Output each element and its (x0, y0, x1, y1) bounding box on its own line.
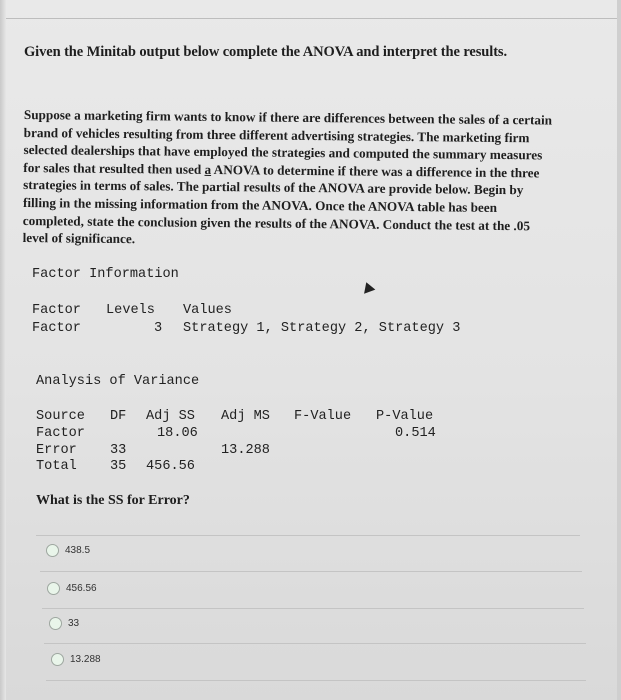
question-prompt: What is the SS for Error? (36, 493, 190, 508)
left-edge (0, 0, 6, 700)
problem-line: for sales that resulted then used a ANOVA to determine if there was a difference in the three (23, 159, 540, 181)
mouse-cursor-icon (361, 280, 376, 294)
problem-line: completed, state the conclusion given the results of the ANOVA. Conduct the test at the .05 (22, 212, 531, 233)
answer-option-4[interactable] (51, 653, 101, 666)
factor-row-values: Strategy 1, Strategy 2, Strategy 3 (183, 321, 461, 336)
anova-row-source: Error (36, 443, 77, 458)
problem-line: level of significance. (22, 230, 136, 247)
radio-button[interactable] (49, 617, 62, 630)
answer-option-1[interactable] (46, 544, 90, 557)
answer-option-3[interactable] (49, 617, 79, 630)
question-title: Given the Minitab output below complete the ANOVA and interpret the results. (24, 44, 507, 60)
anova-cell-df: 35 (110, 459, 127, 474)
option-divider (42, 608, 584, 609)
anova-row-source: Factor (36, 426, 85, 441)
anova-heading: Analysis of Variance (36, 374, 200, 389)
anova-col-df: DF (110, 409, 127, 424)
anova-cell-p-value: 0.514 (395, 426, 436, 441)
anova-col-adj-ms: Adj MS (221, 409, 270, 424)
option-label: 13.288 (70, 654, 101, 665)
option-divider (46, 680, 586, 681)
factor-header-values: Values (183, 303, 232, 318)
radio-button[interactable] (51, 653, 64, 666)
factor-row-factor: Factor (32, 321, 81, 336)
problem-line: strategies in terms of sales. The partial results of the ANOVA are provide below. Begin by (23, 177, 524, 198)
option-divider (44, 643, 586, 644)
anova-row-source: Total (36, 459, 77, 474)
problem-line: selected dealerships that have employed the strategies and computed the summary measures (23, 142, 543, 163)
option-divider (36, 535, 580, 536)
factor-row-levels: 3 (154, 321, 163, 336)
option-label: 438.5 (65, 545, 91, 556)
underlined-word: a (204, 161, 212, 177)
anova-col-f-value: F-Value (294, 409, 352, 424)
problem-statement (23, 106, 589, 253)
anova-col-source: Source (36, 409, 85, 424)
top-divider (0, 18, 621, 19)
anova-cell-adj-ss: 456.56 (146, 459, 195, 474)
option-label: 456.56 (66, 583, 97, 594)
anova-cell-adj-ss: 18.06 (157, 426, 198, 441)
factor-info-heading: Factor Information (32, 267, 179, 282)
right-edge (617, 0, 621, 700)
factor-header-levels: Levels (106, 303, 155, 318)
anova-col-adj-ss: Adj SS (146, 409, 195, 424)
factor-header-factor: Factor (32, 303, 81, 318)
anova-cell-df: 33 (110, 443, 127, 458)
anova-col-p-value: P-Value (376, 409, 434, 424)
radio-button[interactable] (46, 544, 59, 557)
problem-line: Suppose a marketing firm wants to know if there are differences between the sales of a certain (23, 106, 553, 128)
option-label: 33 (68, 618, 80, 629)
radio-button[interactable] (47, 582, 60, 595)
option-divider (40, 571, 582, 572)
answer-option-2[interactable] (47, 582, 97, 595)
problem-line: filling in the missing information from the ANOVA. Once the ANOVA table has been (22, 194, 498, 215)
anova-cell-adj-ms: 13.288 (221, 443, 270, 458)
problem-line: brand of vehicles resulting from three different advertising strategies. The marketing firm (23, 124, 530, 145)
